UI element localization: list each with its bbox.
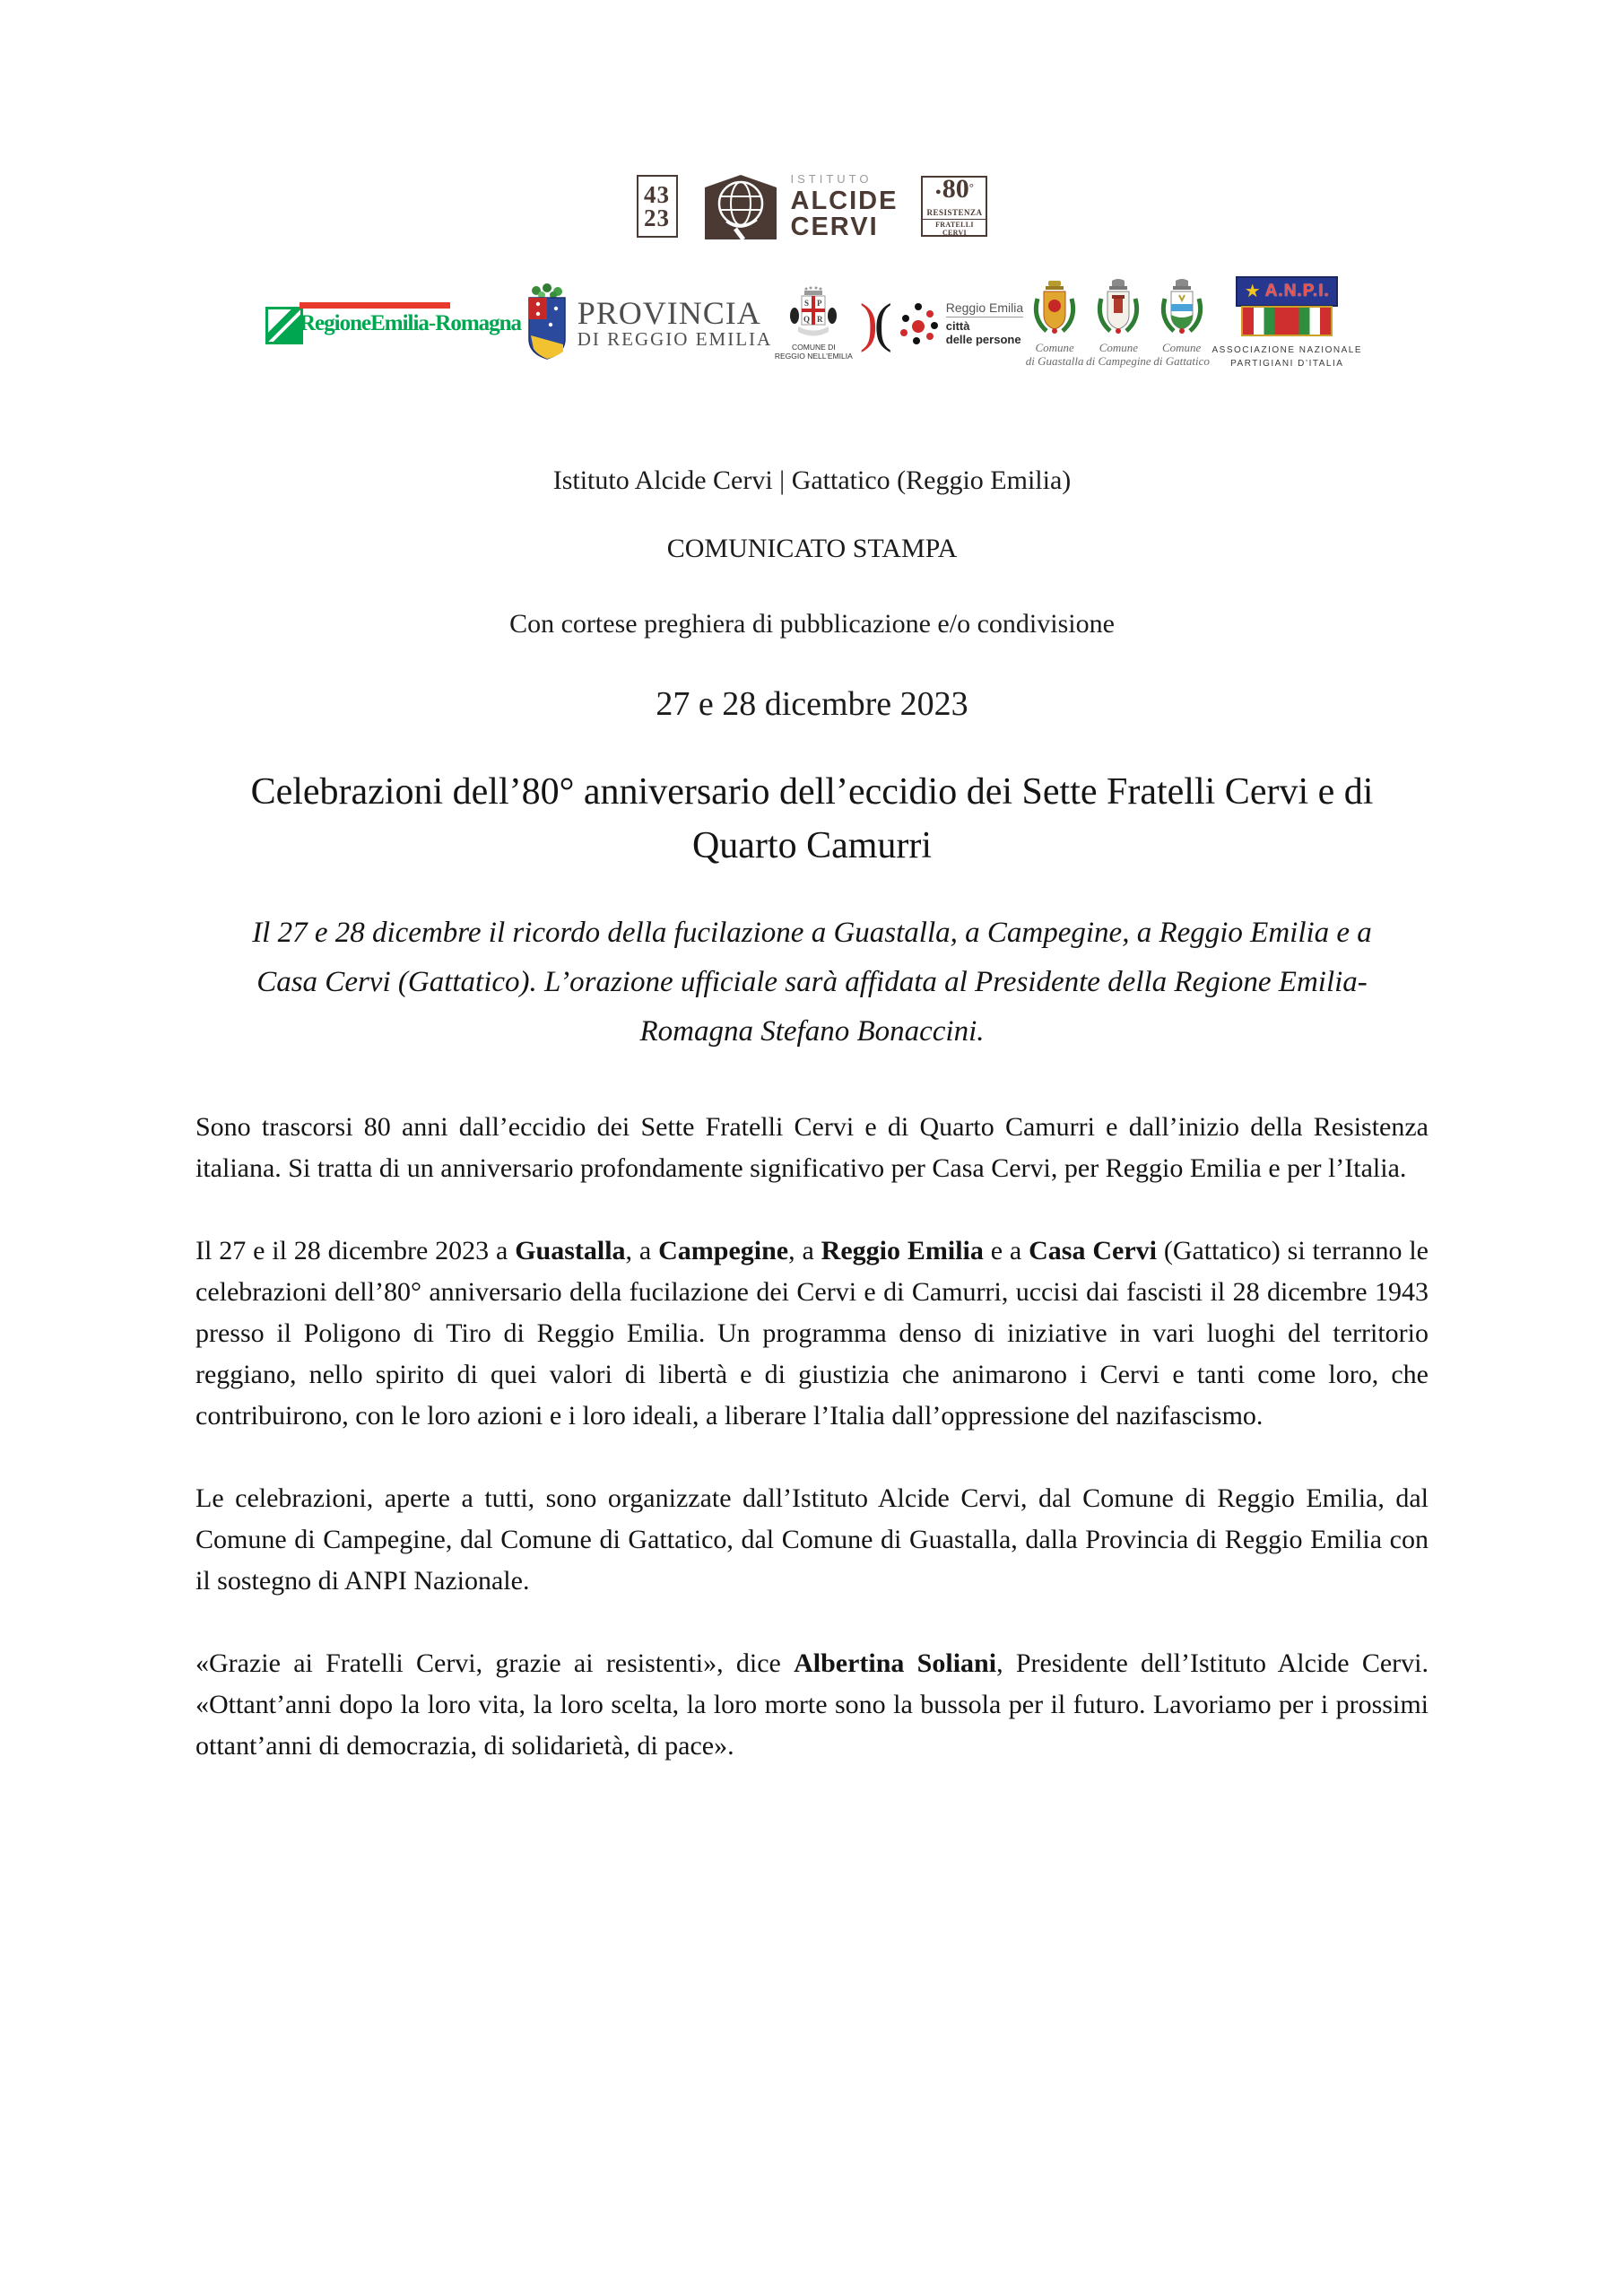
issuer-line: Istituto Alcide Cervi | Gattatico (Reggio Emilia) xyxy=(552,465,1072,495)
badge-80-resistenza-label: RESISTENZA xyxy=(926,208,983,217)
comune-campegine-caption: Comune di Campegine xyxy=(1086,340,1151,368)
reggio-emilia-crest-icon xyxy=(786,285,840,341)
logo-4323-top: 43 xyxy=(644,181,671,208)
logo-comune-gattatico xyxy=(1153,279,1209,368)
comune-reggio-emilia-crest xyxy=(775,285,853,361)
regione-red-bar xyxy=(300,302,450,309)
citta-persone-line1: Reggio Emilia xyxy=(946,300,1023,317)
badge-80-fratelli-label: FRATELLI CERVI xyxy=(923,219,986,237)
guastalla-crest-icon xyxy=(1030,279,1079,338)
press-release-label: COMUNICATO STAMPA xyxy=(666,534,958,563)
citta-persone-line2: città xyxy=(945,318,970,333)
anpi-tricolor-ribbon xyxy=(1241,306,1333,336)
logo-comune-campegine xyxy=(1086,279,1151,368)
istituto-wordmark xyxy=(791,172,899,240)
comune-guastalla-caption: Comune di Guastalla xyxy=(1025,340,1084,368)
logo-istituto-alcide-cervi xyxy=(701,172,899,240)
secondary-logos-row xyxy=(0,280,1624,369)
gattatico-crest-icon xyxy=(1158,279,1206,338)
body-paragraph-4: «Grazie ai Fratelli Cervi, grazie ai resistenti», dice Albertina Soliani, Presidente dell’Istituto Alcide Cervi. «Ottant’anni dopo la loro vita, la loro scelta, la loro morte sono la bussola per il futuro. Lavoriamo per i prossimi ottant’anni di democrazia, di solidarietà, di pace». xyxy=(195,1648,1429,1761)
istituto-eyebrow: ISTITUTO xyxy=(790,172,873,186)
logo-anpi xyxy=(1212,276,1362,370)
regione-emilia-romagna-icon xyxy=(265,307,303,344)
document-body xyxy=(0,1107,1624,1767)
document-header xyxy=(0,466,1624,722)
istituto-emblem-icon xyxy=(701,173,780,239)
campegine-crest-icon xyxy=(1094,279,1142,338)
body-paragraph-1: Sono trascorsi 80 anni dall’eccidio dei Sette Fratelli Cervi e di Quarto Camurri e dall’inizio della Resistenza italiana. Si tratta di un anniversario profondamente significativo per Casa Cervi, per Reggio Emilia e per l’Italia. xyxy=(195,1112,1429,1183)
anpi-banner xyxy=(1236,276,1338,307)
citta-persone-line3: delle persone xyxy=(945,332,1021,346)
anpi-caption: ASSOCIAZIONE NAZIONALE PARTIGIANI D’ITALIA xyxy=(1211,344,1362,369)
svg-text:Q: Q xyxy=(803,315,811,324)
logo-comune-guastalla xyxy=(1026,279,1084,368)
logo-regione-emilia-romagna xyxy=(265,302,521,344)
provincia-name-line1: PROVINCIA xyxy=(577,295,761,331)
logo-4323 xyxy=(637,175,678,238)
logo-reggio-citta-persone xyxy=(896,300,1023,346)
svg-text:S: S xyxy=(804,299,810,308)
regione-label: RegioneEmilia-Romagna xyxy=(300,310,522,335)
citta-persone-icon xyxy=(896,300,941,345)
logo-80-resistenza xyxy=(921,176,987,237)
primary-logos-row xyxy=(0,0,1624,240)
svg-text:P: P xyxy=(817,299,822,308)
comune-gattatico-caption: Comune di Gattatico xyxy=(1153,340,1210,368)
event-dates: 27 e 28 dicembre 2023 xyxy=(656,685,968,723)
anpi-acronym: A.N.P.I. xyxy=(1264,281,1330,300)
comune-reggio-emilia-caption: COMUNE DI REGGIO NELL’EMILIA xyxy=(774,343,853,361)
publication-request-line: Con cortese preghiera di pubblicazione e/o condivisione xyxy=(509,609,1115,639)
badge-80-globe-icon: ● xyxy=(935,187,942,197)
logo-4323-bottom: 23 xyxy=(644,204,671,231)
star-icon: ★ xyxy=(1244,281,1261,301)
svg-text:R: R xyxy=(817,315,823,324)
logo-comune-reggio-emilia-group xyxy=(775,285,1023,361)
istituto-name-line1: ALCIDE xyxy=(790,187,899,215)
badge-80-number: ● 80 ° xyxy=(935,174,974,204)
provincia-crest-icon xyxy=(524,283,570,362)
parentheses-mark-icon: ) ( xyxy=(859,293,889,352)
body-paragraph-3: Le celebrazioni, aperte a tutti, sono organizzate dall’Istituto Alcide Cervi, dal Comune di Reggio Emilia, dal Comune di Campegine, dal Comune di Gattatico, dal Comune di Guastalla, dalla Provincia di Reggio Emilia con il sostegno di ANPI Nazionale. xyxy=(195,1483,1429,1596)
provincia-name-line2: DI REGGIO EMILIA xyxy=(577,328,773,350)
istituto-name-line2: CERVI xyxy=(790,213,879,241)
document-subtitle: Il 27 e 28 dicembre il ricordo della fucilazione a Guastalla, a Campegine, a Reggio Emilia e a Casa Cervi (Gattatico). L’orazione ufficiale sarà affidata al Presidente della Regione Emilia-Romagna Stefano Bonaccini. xyxy=(252,917,1372,1048)
document-title: Celebrazioni dell’80° anniversario dell’eccidio dei Sette Fratelli Cervi e di Quarto Camurri xyxy=(250,771,1374,866)
logo-provincia-reggio-emilia xyxy=(524,283,772,362)
body-paragraph-2: Il 27 e il 28 dicembre 2023 a Guastalla, a Campegine, a Reggio Emilia e a Casa Cervi (Gattatico) si terranno le celebrazioni dell’80° anniversario della fucilazione dei Cervi e di Camurri, uccisi dai fascisti il 28 dicembre 1943 presso il Poligono di Tiro di Reggio Emilia. Un programma denso di iniziative in vari luoghi del territorio reggiano, nello spirito di quei valori di libertà e di giustizia che animarono i Cervi e tanti come loro, che contribuirono, con le loro azioni e i loro ideali, a liberare l’Italia dall’oppressione del nazifascismo. xyxy=(195,1236,1429,1431)
